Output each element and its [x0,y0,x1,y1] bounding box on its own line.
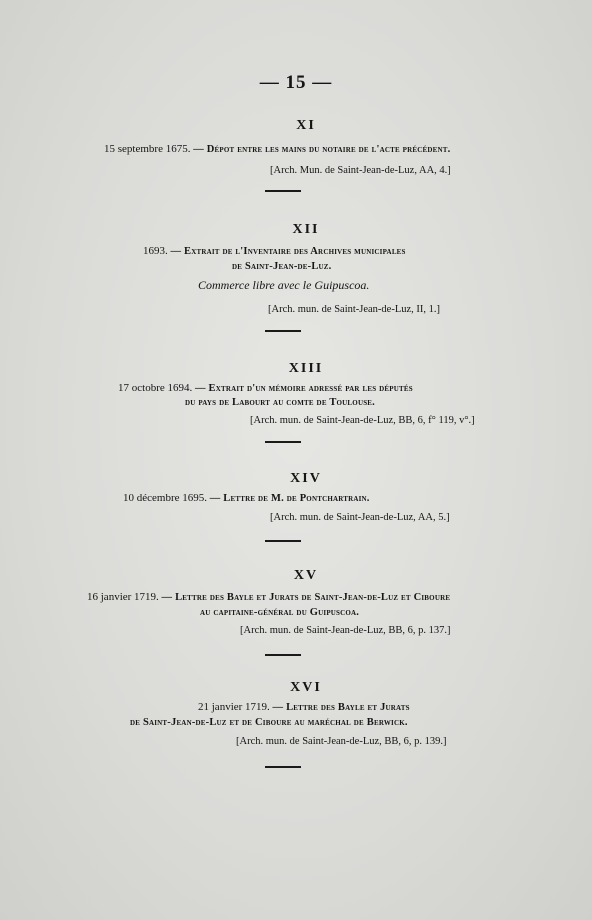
section-numeral: XII [292,222,320,237]
section-heading-line [123,491,370,506]
section-divider [265,330,301,332]
section-title: — Lettre des Bayle et Jurats [272,702,410,713]
archive-reference: [Arch. mun. de Saint-Jean-de-Luz, BB, 6, f° 119, v°.] [250,415,475,426]
page-number: — 15 — [259,72,333,93]
section-heading-line [200,605,359,620]
archive-reference: [Arch. mun. de Saint-Jean-de-Luz, AA, 5.] [270,512,450,523]
section-date: 17 octobre 1694. [118,382,193,394]
section-xi [0,118,592,134]
section-date: 10 décembre 1695. [123,492,207,504]
section-divider [265,190,301,192]
section-title: — Lettre des Bayle et Jurats de Saint-Jean-de-Luz et Ciboure [161,592,451,603]
section-xii [0,222,592,238]
section-heading-line [143,244,406,259]
section-subtitle: Commerce libre avec le Guipuscoa. [198,278,370,292]
section-date: 16 janvier 1719. [87,591,159,603]
section-title: — Extrait de l'Inventaire des Archives municipales [170,246,406,257]
section-title-continued: de Saint-Jean-de-Luz. [232,261,332,272]
section-numeral: XIII [288,361,324,376]
archive-reference: [Arch. mun. de Saint-Jean-de-Luz, BB, 6, p. 137.] [240,625,451,636]
archive-reference: [Arch. mun. de Saint-Jean-de-Luz, II, 1.] [268,304,441,315]
section-heading-line [232,259,332,274]
section-divider [265,766,301,768]
section-heading-line [87,590,450,605]
section-date: 1693. [143,245,168,257]
section-date: 15 septembre 1675. [104,143,191,155]
section-heading-line [198,700,410,715]
archive-reference: [Arch. Mun. de Saint-Jean-de-Luz, AA, 4.] [270,165,451,176]
section-xiv [0,471,592,487]
section-title-continued: de Saint-Jean-de-Luz et de Ciboure au maréchal de Berwick. [130,717,408,728]
section-divider [265,654,301,656]
section-title: — Lettre de M. de Pontchartrain. [209,493,370,504]
section-heading-line [185,395,375,410]
section-date: 21 janvier 1719. [198,701,270,713]
section-title: — Dépot entre les mains du notaire de l'acte précédent. [193,144,451,155]
archive-reference: [Arch. mun. de Saint-Jean-de-Luz, BB, 6, p. 139.] [236,736,447,747]
section-heading-line [118,381,413,396]
section-title-continued: au capitaine-général du Guipuscoa. [200,607,360,618]
section-numeral: XVI [290,680,322,695]
section-numeral: XI [296,118,316,133]
section-divider [265,540,301,542]
section-heading-line [130,715,408,730]
section-xvi [0,680,592,696]
section-divider [265,441,301,443]
section-heading-line [104,142,450,157]
section-numeral: XV [293,568,319,583]
section-title: — Extrait d'un mémoire adressé par les députés [194,383,413,394]
section-xv [0,568,592,584]
section-xiii [0,361,592,377]
section-numeral: XIV [290,471,322,486]
section-title-continued: du pays de Labourt au comte de Toulouse. [185,397,375,408]
